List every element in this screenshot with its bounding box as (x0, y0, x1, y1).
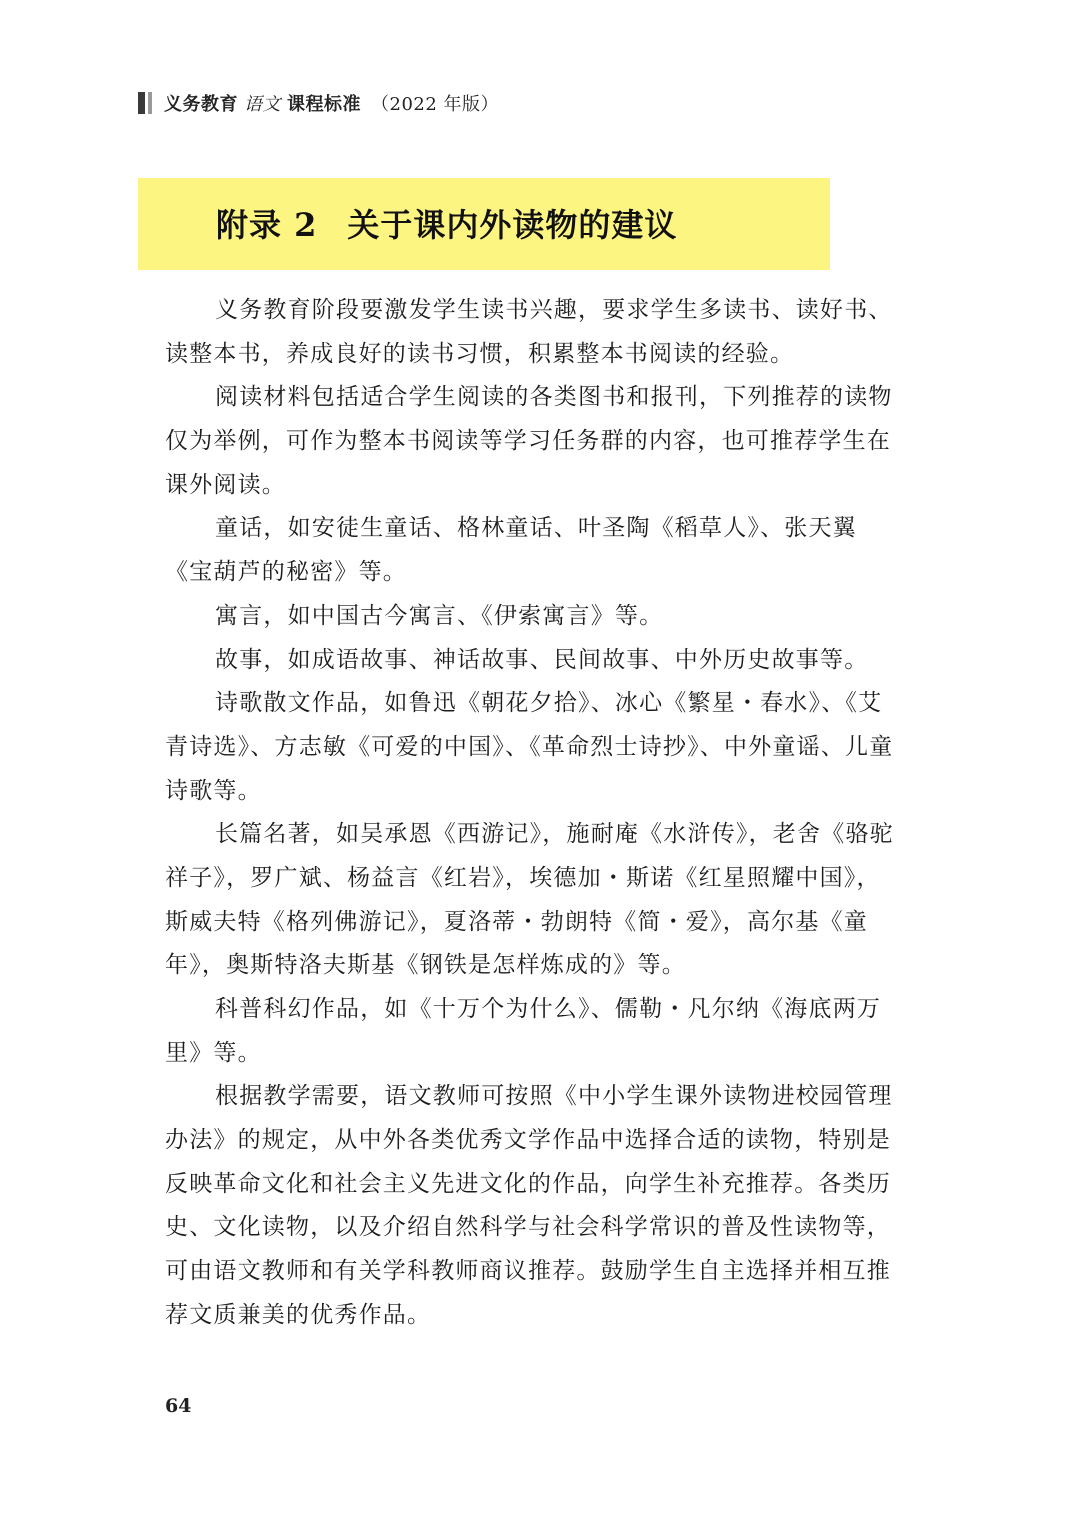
text-line: 读整本书，养成良好的读书习惯，积累整本书阅读的经验。 (165, 340, 795, 367)
page-number: 64 (165, 1395, 192, 1417)
running-head-part3: 课程标准 (287, 94, 361, 115)
running-head-part1: 义务教育 (164, 94, 238, 115)
text-line: 诗歌等。 (165, 777, 262, 804)
text-line: 荐文质兼美的优秀作品。 (165, 1301, 432, 1328)
text-line: 童话，如安徒生童话、格林童话、叶圣陶《稻草人》、张天翼 (215, 515, 857, 542)
text-line: 年》，奥斯特洛夫斯基《钢铁是怎样炼成的》等。 (165, 952, 686, 979)
text-line: 可由语文教师和有关学科教师商议推荐。鼓励学生自主选择并相互推 (165, 1258, 891, 1285)
appendix-label: 附录 2 (216, 206, 318, 244)
running-head-part2: 语文 (244, 94, 281, 115)
text-line: 史、文化读物，以及介绍自然科学与社会科学常识的普及性读物等， (165, 1214, 891, 1241)
text-line: 祥子》，罗广斌、杨益言《红岩》，埃德加・斯诺《红星照耀中国》， (165, 864, 881, 891)
running-head-text (164, 90, 499, 116)
body-text (165, 289, 917, 1338)
appendix-title (216, 200, 677, 246)
text-line: 《宝葫芦的秘密》等。 (165, 559, 407, 586)
text-line: 课外阅读。 (165, 471, 286, 498)
light-bar (148, 92, 152, 114)
text-line: 故事，如成语故事、神话故事、民间故事、中外历史故事等。 (215, 646, 869, 673)
text-line: 义务教育阶段要激发学生读书兴趣，要求学生多读书、读好书、 (215, 297, 893, 323)
text-line: 反映革命文化和社会主义先进文化的作品，向学生补充推荐。各类历 (165, 1170, 891, 1197)
text-line: 仅为举例，可作为整本书阅读等学习任务群的内容，也可推荐学生在 (165, 428, 891, 455)
running-head-edition: （2022 年版） (371, 94, 500, 115)
running-head-bars-icon (138, 92, 152, 114)
text-line: 诗歌散文作品，如鲁迅《朝花夕拾》、冰心《繁星・春水》、《艾 (215, 690, 883, 717)
text-line: 寓言，如中国古今寓言、《伊索寓言》等。 (215, 602, 664, 629)
text-line: 阅读材料包括适合学生阅读的各类图书和报刊，下列推荐的读物 (215, 384, 893, 411)
title-highlight (138, 178, 830, 270)
text-line: 办法》的规定，从中外各类优秀文学作品中选择合适的读物，特别是 (165, 1127, 891, 1154)
running-head (138, 90, 499, 116)
text-line: 根据教学需要，语文教师可按照《中小学生课外读物进校园管理 (215, 1083, 893, 1110)
appendix-title-text: 关于课内外读物的建议 (347, 206, 678, 244)
text-line: 科普科幻作品，如《十万个为什么》、儒勒・凡尔纳《海底两万 (215, 996, 882, 1022)
text-line: 里》等。 (165, 1039, 262, 1066)
text-line: 斯威夫特《格列佛游记》，夏洛蒂・勃朗特《简・爱》，高尔基《童 (165, 908, 868, 935)
text-line: 青诗选》、方志敏《可爱的中国》、《革命烈士诗抄》、中外童谣、儿童 (165, 733, 894, 760)
dark-bar (138, 92, 145, 114)
text-line: 长篇名著，如吴承恩《西游记》，施耐庵《水浒传》，老舍《骆驼 (215, 821, 894, 848)
